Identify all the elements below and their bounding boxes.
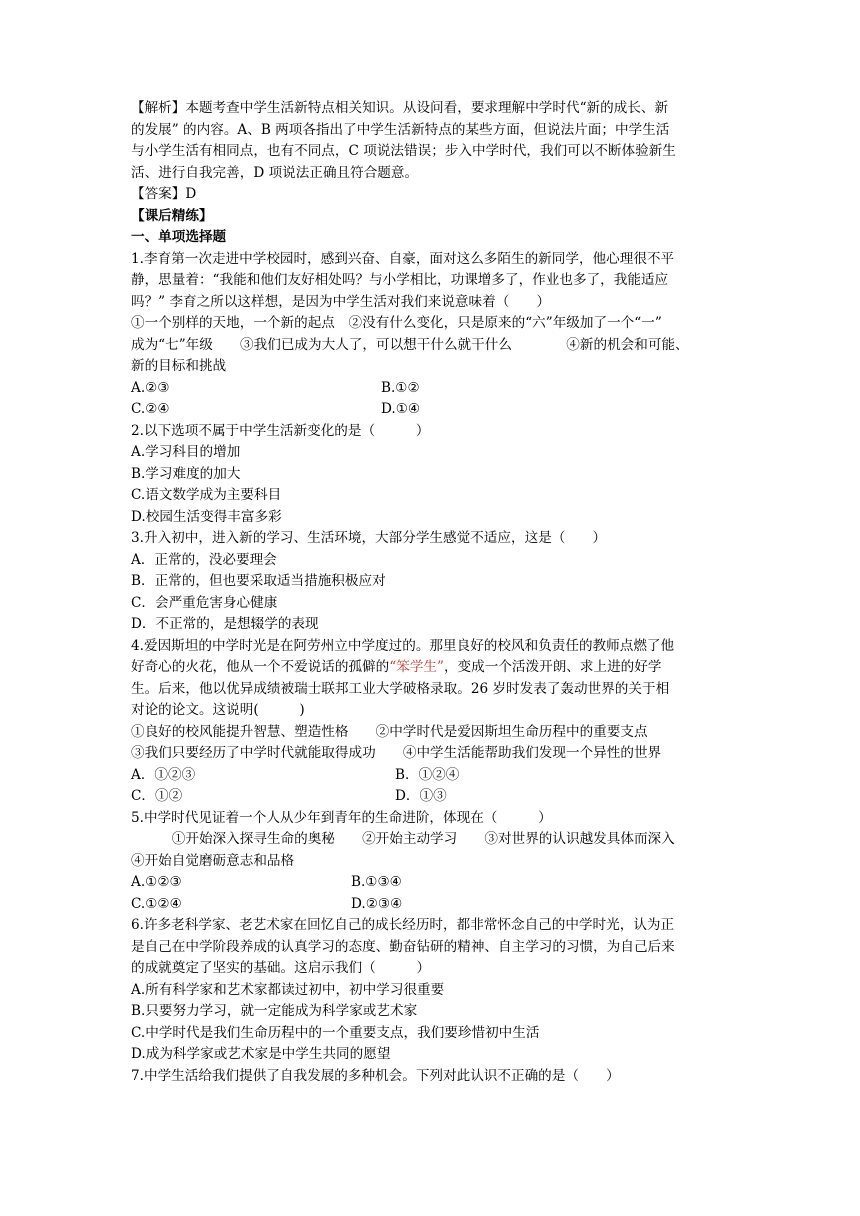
question-1-stem: 1.李育第一次走进中学校园时，感到兴奋、自豪，面对这么多陌生的新同学，他心理很不平 [131,250,675,267]
question-6-option-b: B.只要努力学习，就一定能成为科学家或艺术家 [131,1003,418,1019]
question-1-option-b: B.①② [381,379,420,396]
analysis-line: 的发展” 的内容。A、B 两项各指出了中学生活新特点的某些方面，但说法片面；中学生活 [131,121,670,138]
question-4-option-d: D．①③ [395,788,447,804]
question-3-option-b: B．正常的，但也要采取适当措施积极应对 [131,573,386,589]
question-6-option-d: D.成为科学家或艺术家是中学生共同的愿望 [131,1046,391,1062]
question-4-stem: 对论的论文。这说明( ) [131,702,305,718]
question-1-option-a: A.②③ [131,379,170,396]
question-5-options-row [131,894,741,916]
answer-line: 【答案】D [131,186,197,202]
question-3-option-a: A．正常的，没必要理会 [131,551,277,568]
question-3-option-d: D．不正常的，是想辍学的表现 [131,616,319,632]
question-1-option-c: C.②④ [131,401,170,417]
question-1-option-d: D.①④ [381,401,421,417]
question-4-option-c: C．①② [131,788,183,804]
question-5-option-d: D.②③④ [351,895,403,912]
analysis-line: 与小学生活有相同点，也有不同点，C 项说法错误；步入中学时代，我们可以不断体验新生 [131,143,676,159]
question-3-stem: 3.升入初中，进入新的学习、生活环境，大部分学生感觉不适应，这是（ ） [131,530,607,546]
question-4-option-b: B．①②④ [395,766,460,783]
question-6-option-c: C.中学时代是我们生命历程中的一个重要支点，我们要珍惜初中生活 [131,1024,540,1041]
question-1-statement: 新的目标和挑战 [131,358,227,374]
question-5-statement: ①开始深入探寻生命的奥秘 ②开始主动学习 ③对世界的认识越发具体而深入 [131,831,675,847]
question-4-text: 好奇心的火花，他从一个不爱说话的孤僻的 [131,659,390,675]
question-5-option-b: B.①③④ [351,874,402,890]
question-5-option-c: C.①②④ [131,895,182,912]
question-4-highlight: “笨学生” [389,659,444,675]
question-2-option-c: C.语文数学成为主要科目 [131,487,282,503]
document-content [131,98,741,1087]
question-4-options-row [131,786,741,808]
question-2-option-b: B.学习难度的加大 [131,465,241,482]
question-5-option-a: A.①②③ [131,874,182,890]
question-4-text: ，变成一个活泼开朗、求上进的好学 [443,659,662,675]
question-4-statement: ③我们只要经历了中学时代就能取得成功 ④中学生活能帮助我们发现一个异性的世界 [131,745,662,761]
question-1-options-row [131,378,741,400]
analysis-line: 【解析】本题考查中学生活新特点相关知识。从设问看，要求理解中学时代“新的成长、新 [131,100,669,116]
question-5-options-row [131,872,741,894]
question-5-stem: 5.中学时代见证着一个人从少年到青年的生命进阶，体现在（ ） [131,809,552,826]
question-1-stem: 吗？” 李育之所以这样想，是因为中学生活对我们来说意味着（ ） [131,293,551,310]
question-4-statement: ①良好的校风能提升智慧、塑造性格 ②中学时代是爱因斯坦生命历程中的重要支点 [131,723,648,740]
question-6-stem: 6.许多老科学家、老艺术家在回忆自己的成长经历时，都非常怀念自己的中学时光，认为正 [131,917,675,933]
question-4-options-row [131,765,741,787]
question-6-stem: 是自己在中学阶段养成的认真学习的态度、勤奋钻研的精神、自主学习的习惯，为自己后来 [131,938,675,955]
analysis-line: 活、进行自我完善，D 项说法正确且符合题意。 [131,164,419,181]
subsection-title: 一、单项选择题 [131,229,227,245]
question-6-option-a: A.所有科学家和艺术家都读过初中，初中学习很重要 [131,981,445,998]
question-6-stem: 的成就奠定了坚实的基础。这启示我们（ ） [131,960,431,976]
question-4-stem [131,657,741,679]
question-2-stem: 2.以下选项不属于中学生活新变化的是（ ） [131,422,430,439]
question-5-statement: ④开始自觉磨砺意志和品格 [131,852,295,869]
question-1-statement: 成为“七”年级 ③我们已成为大人了，可以想干什么就干什么 ④新的机会和可能、 [131,336,689,353]
question-3-option-c: C．会严重危害身心健康 [131,594,278,611]
question-4-stem: 4.爱因斯坦的中学时光是在阿劳州立中学度过的。那里良好的校风和负责任的教师点燃了他 [131,637,675,654]
question-1-options-row [131,399,741,421]
question-4-option-a: A．①②③ [131,766,196,783]
question-1-statement: ①一个别样的天地，一个新的起点 ②没有什么变化，只是原来的“六”年级加了一个“一” [131,315,662,331]
question-2-option-a: A.学习科目的增加 [131,444,241,460]
question-4-stem: 生。后来，他以优异成绩被瑞士联邦工业大学破格录取。26 岁时发表了轰动世界的关于相 [131,680,670,697]
question-1-stem: 静，思量着：“我能和他们友好相处吗？与小学相比，功课增多了，作业也多了，我能适应 [131,272,669,288]
section-title: 【课后精练】 [131,207,213,224]
question-2-option-d: D.校园生活变得丰富多彩 [131,508,282,525]
question-7-stem: 7.中学生活给我们提供了自我发展的多种机会。下列对此认识不正确的是（ ） [131,1067,620,1084]
